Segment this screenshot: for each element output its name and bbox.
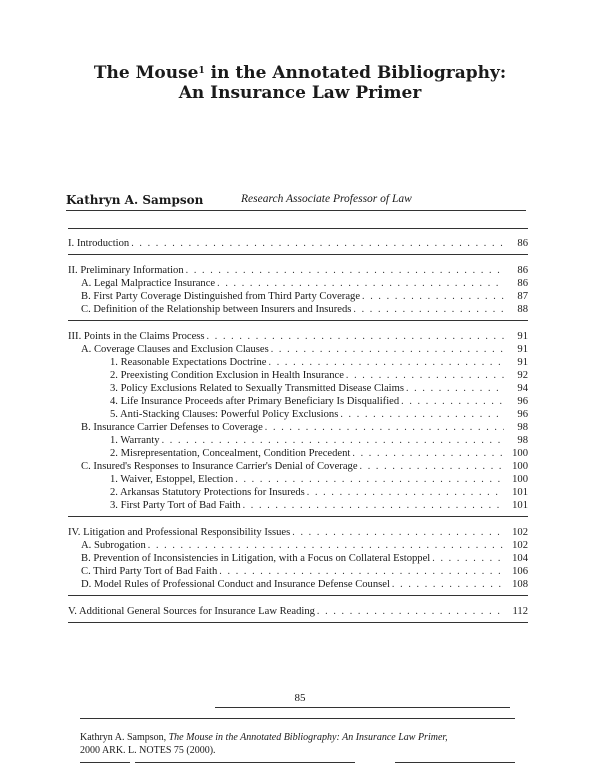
toc-label: 2. Preexisting Condition Exclusion in Health Insurance: [110, 370, 344, 381]
title-line-1: [0, 63, 600, 83]
toc-label: C. Definition of the Relationship between Insurers and Insureds: [81, 304, 352, 315]
toc-entry[interactable]: [68, 342, 528, 355]
toc-entry[interactable]: [68, 551, 528, 564]
toc-label: II. Preliminary Information: [68, 265, 184, 276]
toc-label: 2. Misrepresentation, Concealment, Condition Precedent: [110, 448, 351, 459]
footer-rule-2: [80, 718, 515, 719]
toc-page: 91: [517, 344, 528, 355]
toc-page: 101: [512, 500, 528, 511]
toc-leader: [207, 331, 504, 342]
toc-entry[interactable]: [68, 236, 528, 249]
author-byline: [66, 193, 526, 211]
toc-entry[interactable]: [68, 302, 528, 315]
toc-separator: [68, 516, 528, 517]
title-main: The Mouse: [93, 63, 199, 83]
toc-leader: [401, 396, 504, 407]
toc-label: A. Legal Malpractice Insurance: [81, 278, 216, 289]
toc-entry[interactable]: [68, 420, 528, 433]
toc-leader: [292, 527, 504, 538]
toc-label: 5. Anti-Stacking Clauses: Powerful Policy Exclusions: [110, 409, 339, 420]
toc-entry[interactable]: [68, 263, 528, 276]
toc-entry[interactable]: [68, 407, 528, 420]
toc-entry[interactable]: [68, 446, 528, 459]
toc-label: 4. Life Insurance Proceeds after Primary Beneficiary Is Disqualified: [110, 396, 400, 407]
toc-entry[interactable]: [68, 525, 528, 538]
toc-entry[interactable]: [68, 564, 528, 577]
toc-leader: [219, 566, 504, 577]
toc-entry[interactable]: [68, 368, 528, 381]
toc-label: V. Additional General Sources for Insurance Law Reading: [68, 606, 315, 617]
toc-label: D. Model Rules of Professional Conduct and Insurance Defense Counsel: [81, 579, 390, 590]
byline-rule: [66, 210, 526, 211]
toc-label: IV. Litigation and Professional Responsibility Issues: [68, 527, 291, 538]
footer-rule-bottom: [135, 762, 355, 763]
toc-page: 91: [517, 357, 528, 368]
toc-page: 101: [512, 487, 528, 498]
toc-page: 102: [512, 527, 528, 538]
toc-page: 108: [512, 579, 528, 590]
toc-leader: [162, 435, 504, 446]
toc-leader: [243, 500, 504, 511]
footer-rule-short-left: [80, 762, 130, 763]
toc-page: 88: [517, 304, 528, 315]
title-rest: in the Annotated Bibliography:: [204, 63, 507, 83]
toc-leader: [265, 422, 504, 433]
toc-entry[interactable]: [68, 498, 528, 511]
toc-label: B. First Party Coverage Distinguished from Third Party Coverage: [81, 291, 361, 302]
toc-page: 112: [512, 606, 528, 617]
toc-page: 100: [512, 448, 528, 459]
toc-leader: [362, 291, 504, 302]
toc-label: A. Subrogation: [81, 540, 146, 551]
toc-leader: [360, 461, 504, 472]
toc-page: 87: [517, 291, 528, 302]
toc-label: 3. First Party Tort of Bad Faith: [110, 500, 241, 511]
toc-leader: [340, 409, 504, 420]
toc-separator: [68, 595, 528, 596]
citation-author: Kathryn A. Sampson,: [80, 732, 169, 743]
toc-entry[interactable]: [68, 289, 528, 302]
toc-leader: [352, 448, 504, 459]
toc-page: 92: [517, 370, 528, 381]
toc-entry[interactable]: [68, 329, 528, 342]
toc-entry[interactable]: [68, 604, 528, 617]
toc-label: A. Coverage Clauses and Exclusion Clauses: [81, 344, 269, 355]
toc-label: B. Prevention of Inconsistencies in Litigation, with a Focus on Collateral Estoppel: [81, 553, 431, 564]
toc-page: 96: [517, 396, 528, 407]
toc-leader: [307, 487, 504, 498]
toc-bottom-rule: [68, 622, 528, 623]
toc-label: C. Insured's Responses to Insurance Carrier's Denial of Coverage: [81, 461, 358, 472]
toc-label: C. Third Party Tort of Bad Faith: [81, 566, 218, 577]
toc-leader: [406, 383, 504, 394]
citation-box: [80, 731, 520, 757]
footer-rule-bottom-right: [395, 762, 515, 763]
citation-line-2: 2000 ARK. L. NOTES 75 (2000).: [80, 745, 216, 756]
toc-entry[interactable]: [68, 276, 528, 289]
author-name: Kathryn A. Sampson: [66, 193, 204, 207]
toc-top-rule: [68, 228, 528, 229]
toc-entry[interactable]: [68, 538, 528, 551]
toc-separator: [68, 320, 528, 321]
toc-leader: [353, 304, 504, 315]
toc-leader: [217, 278, 504, 289]
toc-page: 91: [517, 331, 528, 342]
toc-entry[interactable]: [68, 485, 528, 498]
toc-page: 100: [512, 474, 528, 485]
citation-title: The Mouse in the Annotated Bibliography: An Insurance Law Primer,: [168, 732, 448, 743]
toc-page: 98: [517, 435, 528, 446]
toc-page: 98: [517, 422, 528, 433]
citation-line-1: [80, 731, 520, 744]
toc-leader: [346, 370, 504, 381]
page-number: 85: [294, 692, 306, 704]
title-line-2: An Insurance Law Primer: [178, 83, 422, 103]
toc-page: 96: [517, 409, 528, 420]
toc-leader: [186, 265, 504, 276]
toc-leader: [317, 606, 504, 617]
toc-label: 1. Waiver, Estoppel, Election: [110, 474, 234, 485]
toc-label: 1. Reasonable Expectations Doctrine: [110, 357, 267, 368]
toc-leader: [432, 553, 504, 564]
toc-label: I. Introduction: [68, 238, 130, 249]
footnote-marker[interactable]: 1: [198, 66, 205, 76]
toc-entry[interactable]: [68, 381, 528, 394]
toc-page: 102: [512, 540, 528, 551]
toc-entry[interactable]: [68, 394, 528, 407]
toc-leader: [269, 357, 504, 368]
toc-entry[interactable]: [68, 355, 528, 368]
article-title: [0, 63, 600, 103]
toc-page: 106: [512, 566, 528, 577]
toc-label: III. Points in the Claims Process: [68, 331, 205, 342]
toc-leader: [235, 474, 504, 485]
toc-label: 3. Policy Exclusions Related to Sexually Transmitted Disease Claims: [110, 383, 404, 394]
toc-label: B. Insurance Carrier Defenses to Coverage: [81, 422, 263, 433]
toc-entry[interactable]: [68, 472, 528, 485]
toc-label: 2. Arkansas Statutory Protections for Insureds: [110, 487, 305, 498]
toc-entry[interactable]: [68, 433, 528, 446]
toc-leader: [271, 344, 504, 355]
toc-page: 86: [517, 278, 528, 289]
toc-entry[interactable]: [68, 459, 528, 472]
toc-page: 100: [512, 461, 528, 472]
toc-page: 86: [517, 238, 528, 249]
toc-page: 86: [517, 265, 528, 276]
toc-page: 94: [517, 383, 528, 394]
toc-page: 104: [512, 553, 528, 564]
toc-leader: [392, 579, 504, 590]
toc-label: 1. Warranty: [110, 435, 160, 446]
toc-leader: [148, 540, 504, 551]
toc-leader: [131, 238, 504, 249]
author-position: Research Associate Professor of Law: [241, 193, 412, 205]
toc-separator: [68, 254, 528, 255]
toc-entry[interactable]: [68, 577, 528, 590]
footer-rule: [215, 707, 510, 708]
